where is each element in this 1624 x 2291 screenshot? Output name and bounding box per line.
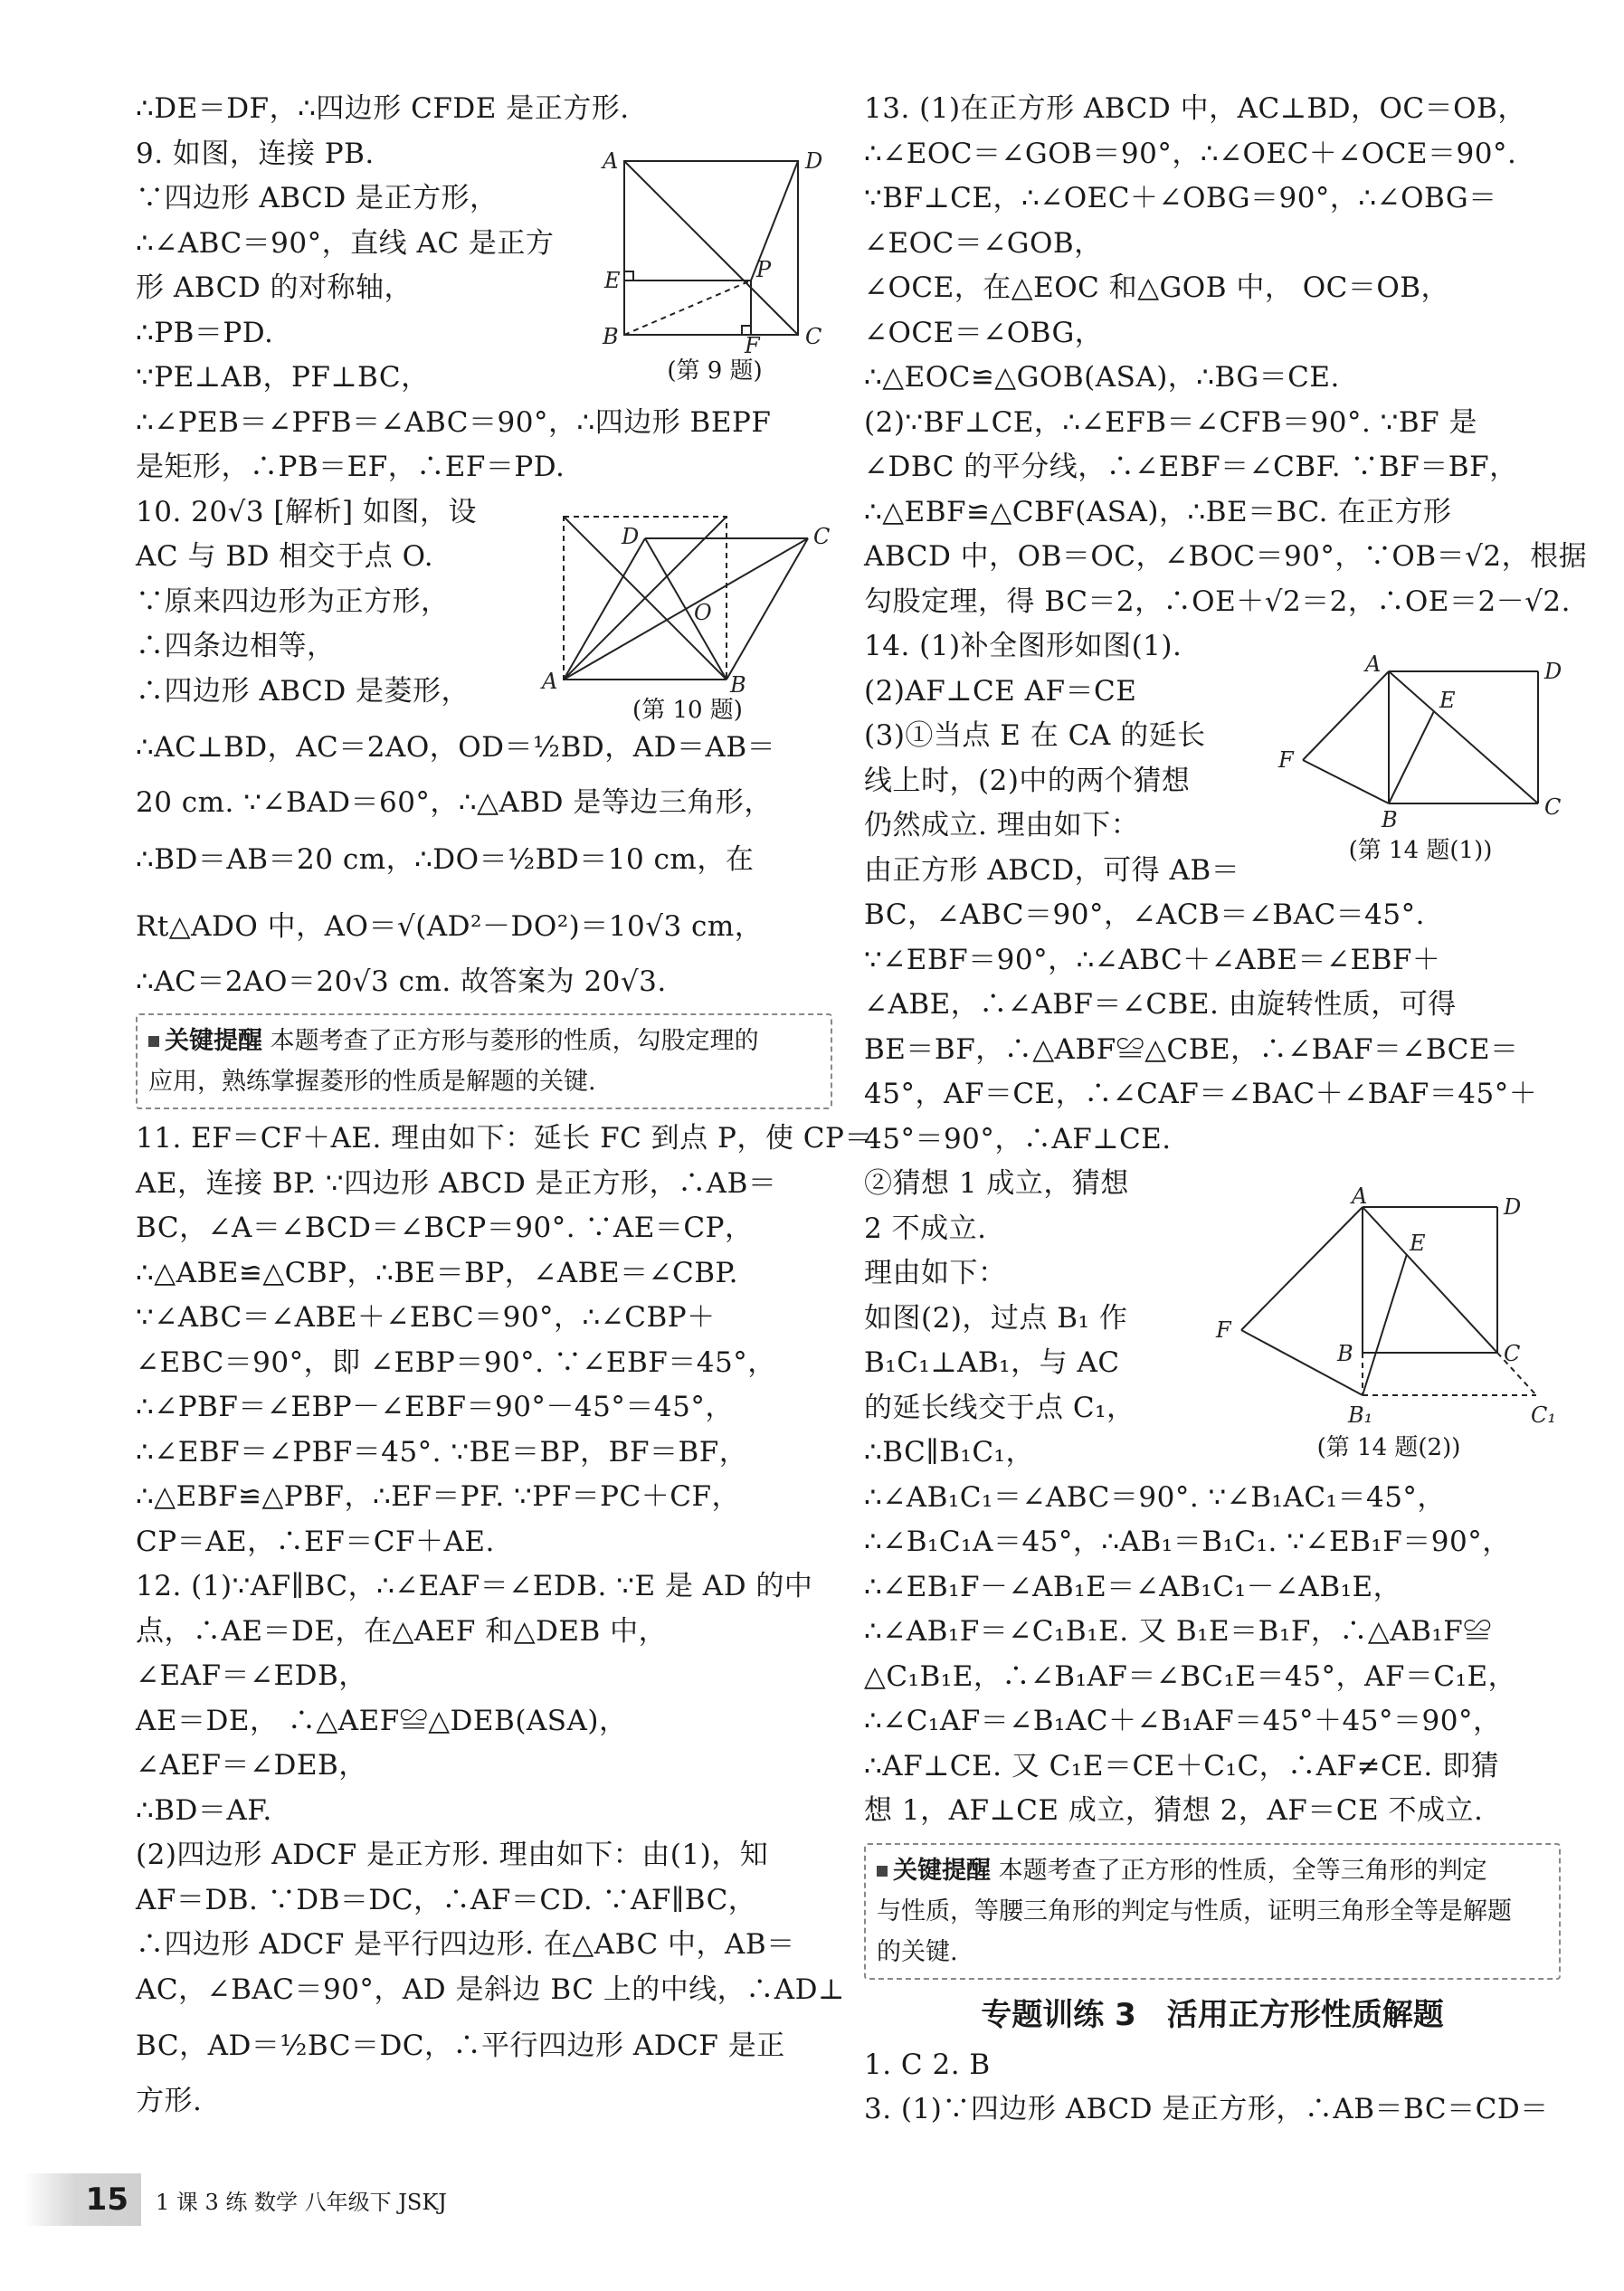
right-column [864, 87, 1588, 2133]
text-line: BC，∠A＝∠BCD＝∠BCP＝90°. ∵AE＝CP， [136, 1212, 754, 1244]
label-D: D [1544, 659, 1562, 684]
text-line: ∠AEF＝∠DEB， [136, 1749, 367, 1782]
text-line: 形 ABCD 的对称轴， [136, 271, 413, 304]
text-line: ∴PB＝PD. [136, 316, 274, 349]
label-A: A [1352, 1185, 1368, 1209]
text-line: ∴∠C₁AF＝∠B₁AC＋∠B₁AF＝45°＋45°＝90°， [864, 1705, 1502, 1737]
label-C1: C₁ [1531, 1402, 1556, 1428]
text-line: ∵PE⊥AB，PF⊥BC， [136, 361, 430, 394]
figure-14-1-diagram [1271, 651, 1570, 832]
text-line: ∵四边形 ABCD 是正方形， [136, 182, 499, 214]
text-line: (2)四边形 ADCF 是正方形. 理由如下：由(1)，知 [136, 1839, 769, 1871]
text-line: ∴AC⊥BD，AC＝2AO，OD＝½BD，AD＝AB＝ [136, 731, 776, 764]
tip-text: 本题考查了正方形的性质，全等三角形的判定 [998, 1856, 1487, 1885]
text-line: AC，∠BAC＝90°，AD 是斜边 BC 上的中线，∴AD⊥ [136, 1973, 845, 2006]
label-F: F [1278, 747, 1294, 773]
text-line: 20 cm. ∵∠BAD＝60°，∴△ABD 是等边三角形， [136, 786, 773, 819]
label-B: B [730, 672, 746, 692]
label-O: O [694, 600, 712, 625]
tip-text: 的关键. [877, 1937, 958, 1966]
key-tip-right [864, 1843, 1561, 1980]
text-line: 45°，AF＝CE，∴∠CAF＝∠BAC＋∠BAF＝45°＋ [864, 1078, 1538, 1110]
text-line: ∴∠ABC＝90°，直线 AC 是正方 [136, 226, 555, 260]
text-line: △C₁B₁E，∴∠B₁AF＝∠BC₁E＝45°，AF＝C₁E， [864, 1659, 1517, 1693]
text-line: (3)①当点 E 在 CA 的延长 [864, 719, 1206, 752]
text-line: ∴∠AB₁C₁＝∠ABC＝90°. ∵∠B₁AC₁＝45°， [864, 1480, 1446, 1514]
text-line: ∵∠EBF＝90°，∴∠ABC＋∠ABE＝∠EBF＋ [864, 943, 1441, 976]
label-B: B [603, 324, 619, 349]
page-number: 15 [24, 2173, 141, 2226]
label-P: P [756, 257, 772, 282]
text-line: AE，连接 BP. ∵四边形 ABCD 是正方形，∴AB＝ [136, 1166, 777, 1200]
label-C: C [1504, 1341, 1521, 1366]
text-line: ∴DE＝DF，∴四边形 CFDE 是正方形. [136, 92, 630, 125]
text-line: 仍然成立. 理由如下： [864, 809, 1140, 841]
footer-text: 1 课 3 练 数学 八年级下 JSKJ [156, 2189, 447, 2215]
text-line: ∴△EBF≌△CBF(ASA)，∴BE＝BC. 在正方形 [864, 495, 1452, 528]
label-B1: B₁ [1348, 1402, 1373, 1428]
figure-10-caption: (第 10 题) [632, 697, 743, 724]
text-line: ∴∠B₁C₁A＝45°，∴AB₁＝B₁C₁. ∵∠EB₁F＝90°， [864, 1526, 1511, 1558]
text-line: ∴△ABE≌△CBP，∴BE＝BP，∠ABE＝∠CBP. [136, 1256, 738, 1289]
text-line: B₁C₁⊥AB₁，与 AC [864, 1346, 1120, 1379]
tip-text: 与性质，等腰三角形的判定与性质，证明三角形全等是解题 [877, 1896, 1512, 1925]
text-line: ∴∠PBF＝∠EBP－∠EBF＝90°－45°＝45°， [136, 1391, 734, 1423]
text-line: 如图(2)，过点 B₁ 作 [864, 1301, 1128, 1335]
text-line: ∴BD＝AF. [136, 1793, 272, 1827]
text-line: 10. 20√3 [解析] 如图，设 [136, 495, 477, 528]
key-tip-left [136, 1013, 832, 1109]
text-line: 方形. [136, 2085, 203, 2117]
text-line: 1. C 2. B [864, 2048, 991, 2081]
label-B: B [1382, 807, 1398, 832]
tip-tag: 关键提醒 [877, 1857, 991, 1885]
text-line: BC，AD＝½BC＝DC，∴平行四边形 ADCF 是正 [136, 2030, 785, 2062]
figure-14-1 [1271, 651, 1570, 865]
text-line: ∴AF⊥CE. 又 C₁E＝CE＋C₁C，∴AF≠CE. 即猜 [864, 1749, 1500, 1782]
label-E: E [1410, 1231, 1426, 1256]
text-line: 3. (1)∵四边形 ABCD 是正方形，∴AB＝BC＝CD＝ [864, 2093, 1549, 2125]
text-line: 9. 如图，连接 PB. [136, 137, 375, 170]
text-line: 11. EF＝CF＋AE. 理由如下：延长 FC 到点 P，使 CP＝ [136, 1122, 873, 1155]
text-line: ∵∠ABC＝∠ABE＋∠EBC＝90°，∴∠CBP＋ [136, 1301, 716, 1334]
label-E: E [1439, 688, 1456, 713]
label-D: D [622, 524, 640, 549]
text-line: ∠ABE，∴∠ABF＝∠CBE. 由旋转性质，可得 [864, 988, 1457, 1021]
text-line: (2)AF⊥CE AF＝CE [864, 674, 1137, 708]
tip-text: 应用，熟练掌握菱形的性质是解题的关键. [148, 1068, 596, 1096]
section-title: 专题训练 3 活用正方形性质解题 [981, 1996, 1444, 2033]
text-line: 理由如下： [864, 1257, 1007, 1289]
figure-14-1-caption: (第 14 题(1)) [1348, 837, 1493, 864]
text-line: ②猜想 1 成立，猜想 [864, 1167, 1129, 1200]
text-line: 想 1，AF⊥CE 成立，猜想 2，AF＝CE 不成立. [864, 1794, 1484, 1827]
label-A: A [603, 148, 619, 174]
text-line: ∴∠EOC＝∠GOB＝90°，∴∠OEC＋∠OCE＝90°. [864, 137, 1517, 170]
label-F: F [745, 333, 760, 353]
text-line: ∠EOC＝∠GOB， [864, 226, 1103, 260]
text-line: ∴四条边相等， [136, 630, 336, 662]
text-line: 12. (1)∵AF∥BC，∴∠EAF＝∠EDB. ∵E 是 AD 的中 [136, 1570, 813, 1602]
tip-text: 本题考查了正方形与菱形的性质，勾股定理的 [270, 1027, 759, 1055]
text-line: BE＝BF，∴△ABF≌△CBE，∴∠BAF＝∠BCE＝ [864, 1032, 1519, 1066]
text-line: (2)∵BF⊥CE，∴∠EFB＝∠CFB＝90°. ∵BF 是 [864, 405, 1478, 439]
label-D: D [1504, 1194, 1522, 1220]
figure-9-diagram [597, 145, 832, 353]
text-line: 45°＝90°，∴AF⊥CE. [864, 1122, 1172, 1155]
label-A: A [1365, 651, 1382, 677]
text-line: ∵BF⊥CE，∴∠OEC＋∠OBG＝90°，∴∠OBG＝ [864, 182, 1497, 214]
text-line: ∠EAF＝∠EDB， [136, 1659, 367, 1692]
label-F: F [1216, 1317, 1231, 1343]
text-line: 勾股定理，得 BC＝2，∴OE＋√2＝2，∴OE＝2－√2. [864, 585, 1571, 618]
figure-14-2-diagram [1203, 1185, 1574, 1430]
tip-tag: 关键提醒 [148, 1027, 262, 1055]
text-line: ∴四边形 ABCD 是菱形， [136, 674, 470, 708]
label-D: D [805, 148, 823, 174]
text-line: ∴∠AB₁F＝∠C₁B₁E. 又 B₁E＝B₁F，∴△AB₁F≌ [864, 1615, 1492, 1648]
figure-10-diagram [538, 511, 837, 692]
text-line: 14. (1)补全图形如图(1). [864, 630, 1182, 662]
text-line: ∴AC＝2AO＝20√3 cm. 故答案为 20√3. [136, 965, 667, 998]
text-line: ∴△EBF≌△PBF，∴EF＝PF. ∵PF＝PC＋CF， [136, 1480, 740, 1513]
figure-9-caption: (第 9 题) [667, 357, 763, 385]
text-line: ∴四边形 ADCF 是平行四边形. 在△ABC 中，AB＝ [136, 1928, 795, 1961]
text-line: ∴BC∥B₁C₁， [864, 1436, 1034, 1469]
figure-10 [538, 511, 837, 725]
text-line: ∴∠EBF＝∠PBF＝45°. ∵BE＝BP，BF＝BF， [136, 1435, 748, 1469]
text-line: ∠EBC＝90°，即 ∠EBP＝90°. ∵∠EBF＝45°， [136, 1345, 776, 1379]
text-line: 的延长线交于点 C₁， [864, 1391, 1135, 1424]
figure-14-2 [1203, 1185, 1574, 1462]
text-line: ∴∠PEB＝∠PFB＝∠ABC＝90°，∴四边形 BEPF [136, 405, 772, 439]
text-line: BC，∠ABC＝90°，∠ACB＝∠BAC＝45°. [864, 898, 1425, 931]
text-line: ABCD 中，OB＝OC，∠BOC＝90°，∵OB＝√2，根据 [864, 540, 1588, 573]
text-line: 由正方形 ABCD，可得 AB＝ [864, 853, 1240, 887]
label-C: C [805, 324, 822, 349]
label-C: C [813, 524, 831, 549]
text-line: ∴BD＝AB＝20 cm，∴DO＝½BD＝10 cm，在 [136, 842, 755, 876]
figure-9 [597, 145, 832, 385]
text-line: 2 不成立. [864, 1212, 987, 1245]
figure-14-2-caption: (第 14 题(2)) [1316, 1434, 1461, 1461]
text-line: AE＝DE， ∴△AEF≌△DEB(ASA)， [136, 1704, 628, 1737]
label-B: B [1337, 1341, 1353, 1366]
text-line: AC 与 BD 相交于点 O. [136, 540, 434, 573]
text-line: 是矩形，∴PB＝EF，∴EF＝PD. [136, 451, 565, 483]
label-C: C [1544, 794, 1562, 820]
text-line: ∴∠EB₁F－∠AB₁E＝∠AB₁C₁－∠AB₁E， [864, 1570, 1402, 1603]
left-column [136, 87, 873, 2125]
text-line: ∠OCE，在△EOC 和△GOB 中， OC＝OB， [864, 271, 1450, 304]
text-line: AF＝DB. ∵DB＝DC，∴AF＝CD. ∵AF∥BC， [136, 1883, 757, 1916]
label-E: E [604, 268, 621, 293]
label-A: A [542, 669, 558, 692]
text-line: 点，∴AE＝DE，在△AEF 和△DEB 中， [136, 1614, 668, 1648]
text-line: ∵原来四边形为正方形， [136, 585, 450, 618]
text-line: ∠DBC 的平分线，∴∠EBF＝∠CBF. ∵BF＝BF， [864, 451, 1518, 483]
page-footer [24, 2173, 584, 2226]
text-line: ∴△EOC≌△GOB(ASA)，∴BG＝CE. [864, 361, 1340, 394]
text-line: CP＝AE，∴EF＝CF＋AE. [136, 1525, 495, 1558]
text-line: Rt△ADO 中，AO＝√(AD²－DO²)＝10√3 cm， [136, 909, 764, 943]
text-line: ∠OCE＝∠OBG， [864, 316, 1104, 349]
text-line: 13. (1)在正方形 ABCD 中，AC⊥BD，OC＝OB， [864, 92, 1526, 125]
text-line: 线上时，(2)中的两个猜想 [864, 764, 1191, 797]
